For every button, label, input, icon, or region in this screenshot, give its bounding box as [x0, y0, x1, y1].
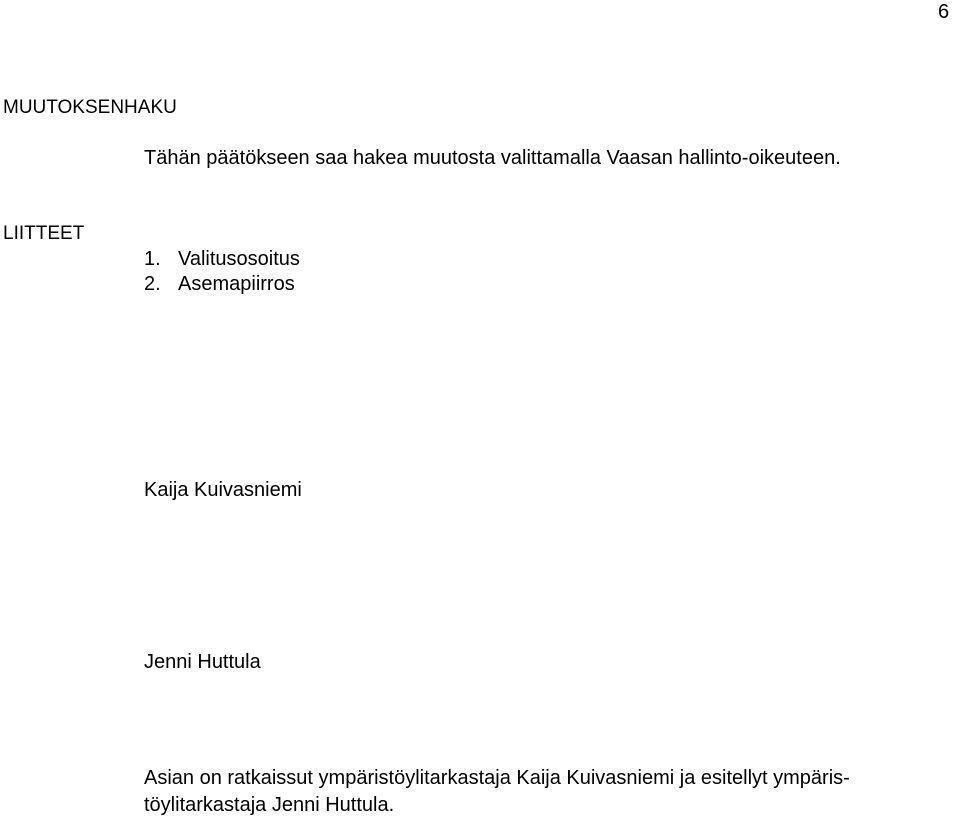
- decision-note: [144, 765, 950, 819]
- appeal-heading: MUUTOKSENHAKU: [3, 97, 177, 118]
- decision-note-line: töylitarkastaja Jenni Huttula.: [144, 794, 395, 816]
- signature-presenter: Jenni Huttula: [144, 651, 261, 673]
- page-number: 6: [938, 1, 950, 23]
- decision-note-line: Asian on ratkaissut ympäristöylitarkastaja Kaija Kuivasniemi ja esitellyt ympäris-: [144, 767, 850, 789]
- appeal-text: Tähän päätökseen saa hakea muutosta valittamalla Vaasan hallinto-oikeuteen.: [144, 147, 841, 169]
- attachments-heading: LIITTEET: [3, 223, 85, 244]
- attachment-item: [144, 272, 295, 296]
- signature-decision-maker: Kaija Kuivasniemi: [144, 479, 302, 501]
- attachment-item-number: 1.: [144, 248, 161, 270]
- attachment-item: [144, 247, 300, 271]
- attachment-item-label: Valitusosoitus: [178, 248, 300, 270]
- attachment-item-number: 2.: [144, 273, 161, 295]
- attachment-item-label: Asemapiirros: [178, 273, 295, 295]
